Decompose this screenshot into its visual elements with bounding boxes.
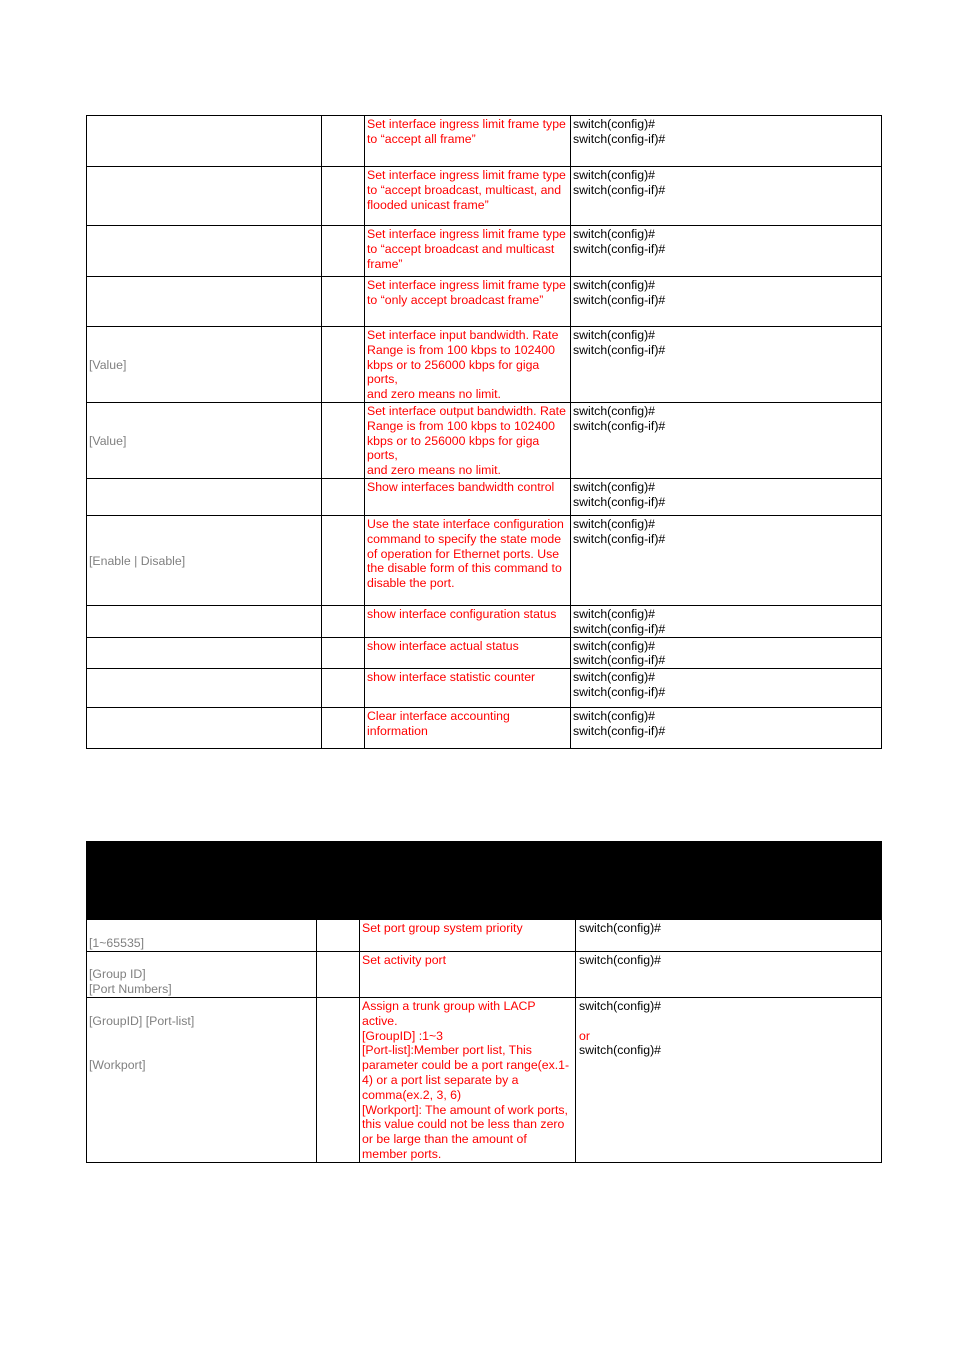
description-cell: Set interface ingress limit frame type to “accept broadcast, multicast, and flooded unicast frame” bbox=[365, 167, 571, 226]
param-cell: [1~65535] bbox=[87, 920, 317, 952]
command-cell bbox=[322, 226, 365, 277]
param-cell bbox=[87, 637, 322, 669]
description-cell: Set port group system priority bbox=[360, 920, 576, 952]
mode-cell: switch(config)# switch(config-if)# bbox=[571, 167, 882, 226]
mode-cell: switch(config)# switch(config-if)# bbox=[571, 478, 882, 515]
description-cell: Set activity port bbox=[360, 951, 576, 997]
mode-cell: switch(config)# switch(config-if)# bbox=[571, 637, 882, 669]
command-cell bbox=[322, 116, 365, 167]
table-row bbox=[87, 277, 882, 327]
mode-cell: switch(config)# switch(config-if)# bbox=[571, 327, 882, 403]
mode-line: switch(config)# bbox=[579, 998, 662, 1013]
description-cell: Set interface input bandwidth. Rate Range is from 100 kbps to 102400 kbps or to 256000 kbps for giga ports, and zero means no limit. bbox=[365, 327, 571, 403]
mode-cell: switch(config)# switch(config-if)# bbox=[571, 116, 882, 167]
command-cell bbox=[322, 167, 365, 226]
table-row bbox=[87, 637, 882, 669]
table-row bbox=[87, 478, 882, 515]
param-cell: [GroupID] [Port-list] [Workport] bbox=[87, 997, 317, 1162]
lacp-commands-table bbox=[86, 841, 882, 1163]
description-cell: Assign a trunk group with LACP active. [GroupID] :1~3 [Port-list]:Member port list, This parameter could be a port range(ex.1-4) or a port list separate by a comma(ex.2, 3, 6) [Workport]: The amount of work ports, this value could not be less than zero or be large than the amount of member ports. bbox=[360, 997, 576, 1162]
mode-cell: switch(config)# switch(config-if)# bbox=[571, 669, 882, 708]
table-row bbox=[87, 515, 882, 605]
table-row bbox=[87, 226, 882, 277]
command-cell bbox=[322, 708, 365, 749]
mode-cell: switch(config)# switch(config-if)# bbox=[571, 605, 882, 637]
param-cell: [Value] bbox=[87, 402, 322, 478]
param-cell bbox=[87, 226, 322, 277]
description-cell: Set interface output bandwidth. Rate Range is from 100 kbps to 102400 kbps or to 256000 kbps for giga ports, and zero means no limit. bbox=[365, 402, 571, 478]
mode-cell: switch(config)# switch(config-if)# bbox=[571, 708, 882, 749]
table-header-row bbox=[87, 880, 882, 920]
table-row bbox=[87, 997, 882, 1162]
mode-or: or bbox=[579, 1028, 590, 1043]
mode-cell: switch(config)# bbox=[576, 920, 882, 952]
command-cell bbox=[322, 669, 365, 708]
description-cell: Set interface ingress limit frame type to “only accept broadcast frame” bbox=[365, 277, 571, 327]
param-cell bbox=[87, 605, 322, 637]
table-title-bar bbox=[87, 842, 882, 880]
header-cell bbox=[87, 880, 317, 920]
description-cell: Use the state interface configuration command to specify the state mode of operation for Ethernet ports. Use the disable form of this command to disable the port. bbox=[365, 515, 571, 605]
mode-cell: switch(config)# switch(config-if)# bbox=[571, 277, 882, 327]
command-cell bbox=[322, 277, 365, 327]
mode-cell: switch(config)# bbox=[576, 951, 882, 997]
interface-commands-table bbox=[86, 115, 882, 749]
param-cell: [Group ID] [Port Numbers] bbox=[87, 951, 317, 997]
param-cell: [Enable | Disable] bbox=[87, 515, 322, 605]
command-cell bbox=[322, 478, 365, 515]
param-cell bbox=[87, 116, 322, 167]
description-cell: Clear interface accounting information bbox=[365, 708, 571, 749]
table-row bbox=[87, 920, 882, 952]
table-row bbox=[87, 402, 882, 478]
param-cell bbox=[87, 167, 322, 226]
mode-cell: switch(config)# switch(config-if)# bbox=[571, 402, 882, 478]
param-cell: [Value] bbox=[87, 327, 322, 403]
command-cell bbox=[322, 327, 365, 403]
command-cell bbox=[322, 515, 365, 605]
spacer bbox=[579, 1014, 879, 1029]
command-cell bbox=[322, 637, 365, 669]
mode-cell: switch(config)# switch(config-if)# bbox=[571, 515, 882, 605]
param-cell bbox=[87, 669, 322, 708]
description-cell: show interface configuration status bbox=[365, 605, 571, 637]
header-cell bbox=[360, 880, 882, 920]
param-cell bbox=[87, 708, 322, 749]
table-row bbox=[87, 167, 882, 226]
command-cell bbox=[317, 920, 360, 952]
table-row bbox=[87, 605, 882, 637]
mode-cell: switch(config)# switch(config-if)# bbox=[571, 226, 882, 277]
description-cell: Show interfaces bandwidth control bbox=[365, 478, 571, 515]
description-cell: show interface actual status bbox=[365, 637, 571, 669]
command-cell bbox=[317, 951, 360, 997]
command-cell bbox=[317, 997, 360, 1162]
param-cell bbox=[87, 277, 322, 327]
description-cell: Set interface ingress limit frame type to “accept broadcast and multicast frame” bbox=[365, 226, 571, 277]
command-cell bbox=[322, 605, 365, 637]
table-row bbox=[87, 708, 882, 749]
mode-line: switch(config)# bbox=[579, 1043, 662, 1058]
table-row bbox=[87, 951, 882, 997]
table-row bbox=[87, 669, 882, 708]
mode-cell bbox=[576, 997, 882, 1162]
param-cell bbox=[87, 478, 322, 515]
command-cell bbox=[322, 402, 365, 478]
header-cell bbox=[317, 880, 360, 920]
table-row bbox=[87, 327, 882, 403]
table-row bbox=[87, 116, 882, 167]
description-cell: show interface statistic counter bbox=[365, 669, 571, 708]
description-cell: Set interface ingress limit frame type to “accept all frame” bbox=[365, 116, 571, 167]
